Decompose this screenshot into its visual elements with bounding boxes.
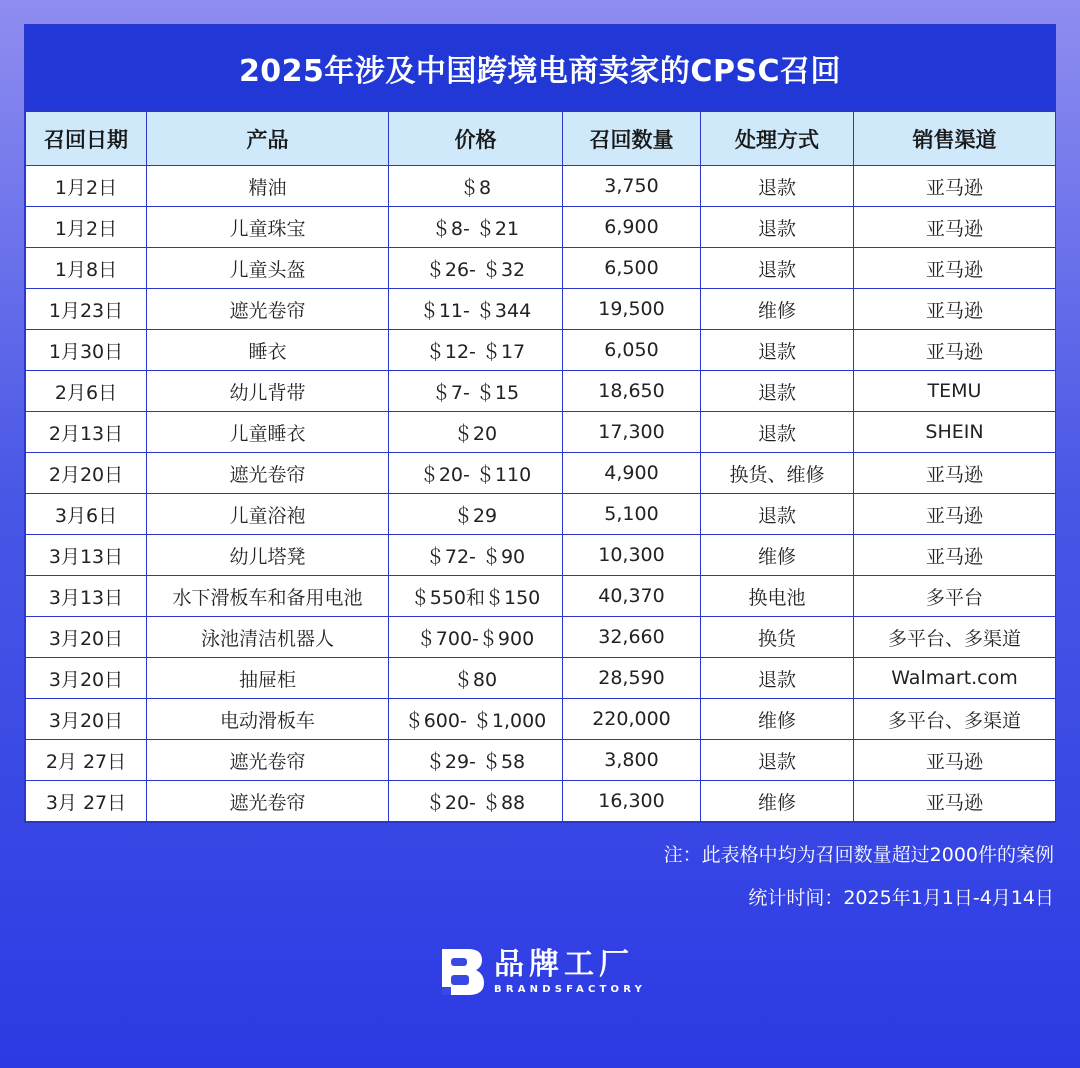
cell-price: ＄26- ＄32 (389, 248, 563, 289)
cell-price: ＄20 (389, 412, 563, 453)
cell-price: ＄12- ＄17 (389, 330, 563, 371)
cell-remedy: 退款 (701, 248, 854, 289)
cell-product: 儿童睡衣 (147, 412, 389, 453)
cell-date: 3月 27日 (26, 781, 147, 822)
table-row (26, 658, 1056, 699)
cell-date: 3月6日 (26, 494, 147, 535)
table-title: 2025年涉及中国跨境电商卖家的CPSC召回 (25, 25, 1055, 111)
cell-remedy: 退款 (701, 371, 854, 412)
cell-quantity: 220,000 (563, 699, 701, 740)
cell-quantity: 19,500 (563, 289, 701, 330)
cell-product: 幼儿塔凳 (147, 535, 389, 576)
table-row (26, 494, 1056, 535)
cell-price: ＄550和＄150 (389, 576, 563, 617)
cell-price: ＄20- ＄110 (389, 453, 563, 494)
cell-remedy: 维修 (701, 699, 854, 740)
cell-quantity: 16,300 (563, 781, 701, 822)
cell-product: 遮光卷帘 (147, 740, 389, 781)
cell-date: 3月20日 (26, 617, 147, 658)
recall-table (25, 111, 1056, 822)
cell-quantity: 6,900 (563, 207, 701, 248)
cell-quantity: 4,900 (563, 453, 701, 494)
table-header-row (26, 112, 1056, 166)
cell-quantity: 6,050 (563, 330, 701, 371)
cell-product: 睡衣 (147, 330, 389, 371)
cell-price: ＄11- ＄344 (389, 289, 563, 330)
cell-remedy: 退款 (701, 494, 854, 535)
cell-quantity: 18,650 (563, 371, 701, 412)
table-row (26, 371, 1056, 412)
cell-channel: 亚马逊 (854, 494, 1056, 535)
cell-quantity: 6,500 (563, 248, 701, 289)
table-row (26, 781, 1056, 822)
table-row (26, 740, 1056, 781)
cell-price: ＄7- ＄15 (389, 371, 563, 412)
cell-quantity: 28,590 (563, 658, 701, 699)
cell-channel: 多平台 (854, 576, 1056, 617)
header-product: 产品 (147, 112, 389, 166)
cell-channel: 亚马逊 (854, 207, 1056, 248)
cell-product: 幼儿背带 (147, 371, 389, 412)
cell-date: 2月13日 (26, 412, 147, 453)
cell-price: ＄20- ＄88 (389, 781, 563, 822)
table-row (26, 576, 1056, 617)
table-row (26, 166, 1056, 207)
cell-channel: 亚马逊 (854, 166, 1056, 207)
cell-quantity: 17,300 (563, 412, 701, 453)
cell-product: 儿童浴袍 (147, 494, 389, 535)
cell-remedy: 换货、维修 (701, 453, 854, 494)
logo-english-name: BRANDSFACTORY (494, 984, 647, 995)
cell-channel: TEMU (854, 371, 1056, 412)
cell-date: 1月8日 (26, 248, 147, 289)
cell-product: 电动滑板车 (147, 699, 389, 740)
cell-channel: 亚马逊 (854, 781, 1056, 822)
cell-product: 精油 (147, 166, 389, 207)
cell-date: 2月6日 (26, 371, 147, 412)
cell-price: ＄72- ＄90 (389, 535, 563, 576)
cell-remedy: 换货 (701, 617, 854, 658)
cell-price: ＄80 (389, 658, 563, 699)
cell-remedy: 退款 (701, 207, 854, 248)
cell-price: ＄29- ＄58 (389, 740, 563, 781)
cell-product: 水下滑板车和备用电池 (147, 576, 389, 617)
table-body (26, 166, 1056, 822)
cell-date: 1月30日 (26, 330, 147, 371)
table-row (26, 699, 1056, 740)
cell-channel: 亚马逊 (854, 289, 1056, 330)
logo-chinese-name: 品牌工厂 (494, 947, 634, 982)
header-channel: 销售渠道 (854, 112, 1056, 166)
cell-product: 抽屉柜 (147, 658, 389, 699)
cell-date: 3月13日 (26, 535, 147, 576)
cell-channel: 多平台、多渠道 (854, 617, 1056, 658)
table-row (26, 617, 1056, 658)
cell-channel: 多平台、多渠道 (854, 699, 1056, 740)
cell-channel: 亚马逊 (854, 453, 1056, 494)
brand-logo (440, 942, 650, 1002)
cell-date: 3月20日 (26, 699, 147, 740)
cell-remedy: 退款 (701, 166, 854, 207)
cell-channel: 亚马逊 (854, 330, 1056, 371)
cell-remedy: 换电池 (701, 576, 854, 617)
brandsfactory-b-logo-icon (440, 947, 486, 997)
cell-remedy: 退款 (701, 330, 854, 371)
cell-date: 1月2日 (26, 166, 147, 207)
cell-product: 儿童头盔 (147, 248, 389, 289)
cell-quantity: 32,660 (563, 617, 701, 658)
cell-quantity: 40,370 (563, 576, 701, 617)
table-row (26, 412, 1056, 453)
cell-remedy: 维修 (701, 535, 854, 576)
table-row (26, 453, 1056, 494)
cell-channel: 亚马逊 (854, 248, 1056, 289)
table-note: 注：此表格中均为召回数量超过2000件的案例 (663, 844, 1054, 866)
cell-remedy: 维修 (701, 781, 854, 822)
cell-channel: 亚马逊 (854, 535, 1056, 576)
cell-date: 2月20日 (26, 453, 147, 494)
cell-product: 遮光卷帘 (147, 781, 389, 822)
table-row (26, 330, 1056, 371)
cell-product: 儿童珠宝 (147, 207, 389, 248)
table-row (26, 248, 1056, 289)
header-price: 价格 (389, 112, 563, 166)
statistics-period: 统计时间：2025年1月1日-4月14日 (748, 887, 1054, 909)
cell-quantity: 5,100 (563, 494, 701, 535)
table-row (26, 535, 1056, 576)
cell-product: 泳池清洁机器人 (147, 617, 389, 658)
cell-remedy: 退款 (701, 740, 854, 781)
cell-remedy: 退款 (701, 658, 854, 699)
cell-quantity: 10,300 (563, 535, 701, 576)
recall-table-card (24, 24, 1056, 823)
cell-remedy: 退款 (701, 412, 854, 453)
cell-date: 2月 27日 (26, 740, 147, 781)
cell-quantity: 3,800 (563, 740, 701, 781)
cell-price: ＄700-＄900 (389, 617, 563, 658)
cell-product: 遮光卷帘 (147, 289, 389, 330)
cell-date: 3月13日 (26, 576, 147, 617)
cell-price: ＄600- ＄1,000 (389, 699, 563, 740)
cell-channel: 亚马逊 (854, 740, 1056, 781)
cell-date: 3月20日 (26, 658, 147, 699)
table-row (26, 207, 1056, 248)
cell-product: 遮光卷帘 (147, 453, 389, 494)
header-date: 召回日期 (26, 112, 147, 166)
table-row (26, 289, 1056, 330)
cell-remedy: 维修 (701, 289, 854, 330)
cell-date: 1月2日 (26, 207, 147, 248)
cell-price: ＄8- ＄21 (389, 207, 563, 248)
cell-quantity: 3,750 (563, 166, 701, 207)
cell-channel: Walmart.com (854, 658, 1056, 699)
header-quantity: 召回数量 (563, 112, 701, 166)
cell-date: 1月23日 (26, 289, 147, 330)
cell-price: ＄29 (389, 494, 563, 535)
header-remedy: 处理方式 (701, 112, 854, 166)
cell-price: ＄8 (389, 166, 563, 207)
cell-channel: SHEIN (854, 412, 1056, 453)
